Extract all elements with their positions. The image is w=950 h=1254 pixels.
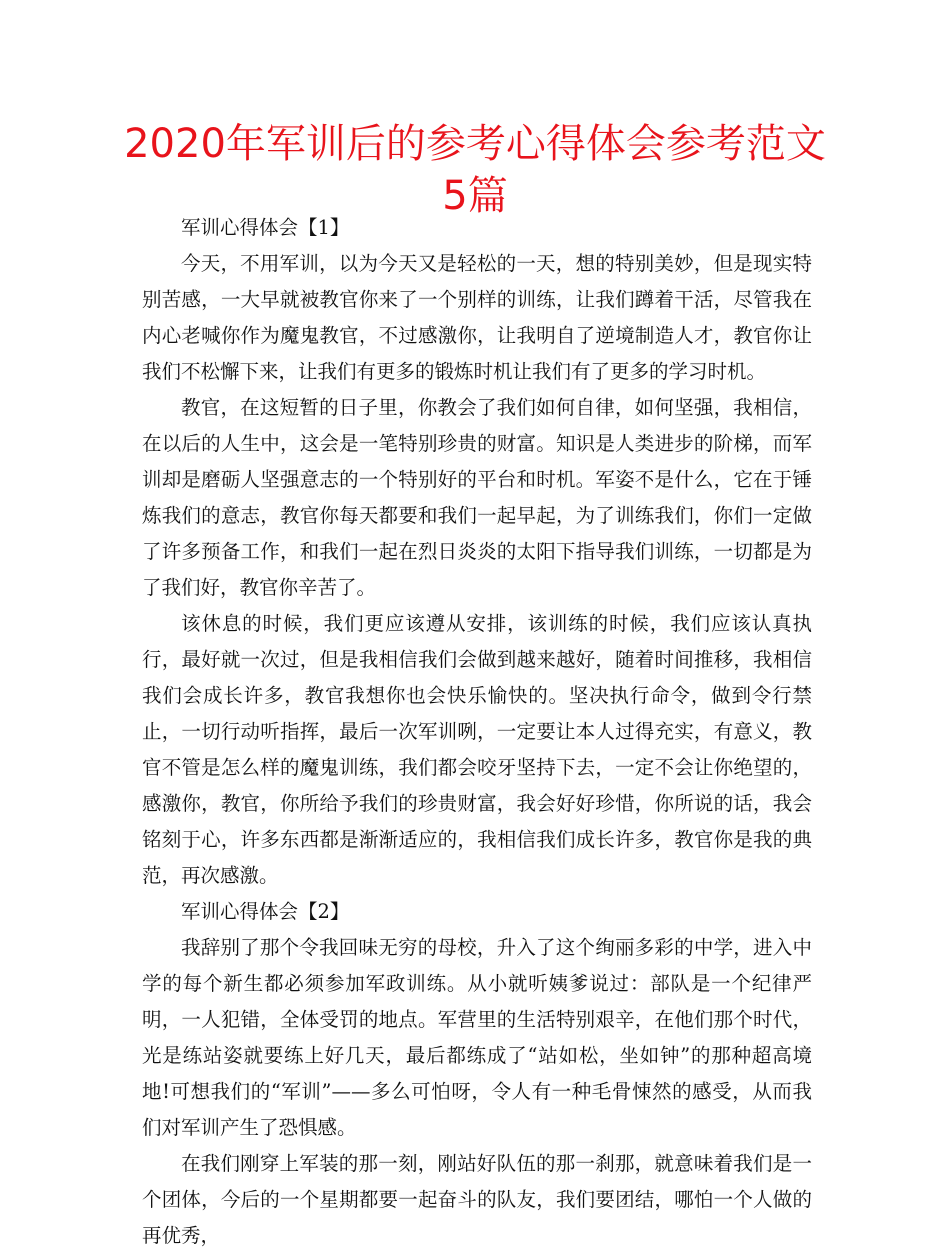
paragraph: 我辞别了那个令我回味无穷的母校，升入了这个绚丽多彩的中学，进入中学的每个新生都必须参加军政训练。从小就听姨爹说过：部队是一个纪律严明，一人犯错，全体受罚的地点。军营里的生活特别艰辛，在他们那个时代，光是练站姿就要练上好几天，最后都练成了“站如松，坐如钟”的那种超高境地!可想我们的“军训”——多么可怕呀，令人有一种毛骨悚然的感受，从而我们对军训产生了恐惧感。 (142, 936, 812, 1139)
paragraph: 该休息的时候，我们更应该遵从安排，该训练的时候，我们应该认真执行，最好就一次过，但是我相信我们会做到越来越好，随着时间推移，我相信我们会成长许多，教官我想你也会快乐愉快的。坚决执行命令，做到令行禁止，一切行动听指挥，最后一次军训咧，一定要让本人过得充实，有意义，教官不管是怎么样的魔鬼训练，我们都会咬牙坚持下去，一定不会让你绝望的，感激你，教官，你所给予我们的珍贵财富，我会好好珍惜，你所说的话，我会铭刻于心，许多东西都是渐渐适应的，我相信我们成长许多，教官你是我的典范，再次感激。 (142, 612, 812, 887)
paragraph: 教官，在这短暂的日子里，你教会了我们如何自律，如何坚强，我相信，在以后的人生中，这会是一笔特别珍贵的财富。知识是人类进步的阶梯，而军训却是磨砺人坚强意志的一个特别好的平台和时机。军姿不是什么，它在于锤炼我们的意志，教官你每天都要和我们一起早起，为了训练我们，你们一定做了许多预备工作，和我们一起在烈日炎炎的太阳下指导我们训练，一切都是为了我们好，教官你辛苦了。 (142, 396, 812, 599)
section-heading-2: 军训心得体会【2】 (181, 900, 350, 923)
paragraph: 今天，不用军训，以为今天又是轻松的一天，想的特别美妙，但是现实特别苦感，一大早就被教官你来了一个别样的训练，让我们蹲着干活，尽管我在内心老喊你作为魔鬼教官，不过感激你，让我明自了逆境制造人才，教官你让我们不松懈下来，让我们有更多的锻炼时机让我们有了更多的学习时机。 (142, 252, 812, 383)
paragraph: 在我们刚穿上军装的那一刻，刚站好队伍的那一刹那，就意味着我们是一个团体，今后的一个星期都要一起奋斗的队友，我们要团结，哪怕一个人做的再优秀， (142, 1152, 812, 1247)
document-body (142, 210, 812, 1254)
document-title: 2020年军训后的参考心得体会参考范文5篇 (124, 121, 826, 219)
section-heading-1: 军训心得体会【1】 (181, 216, 350, 239)
